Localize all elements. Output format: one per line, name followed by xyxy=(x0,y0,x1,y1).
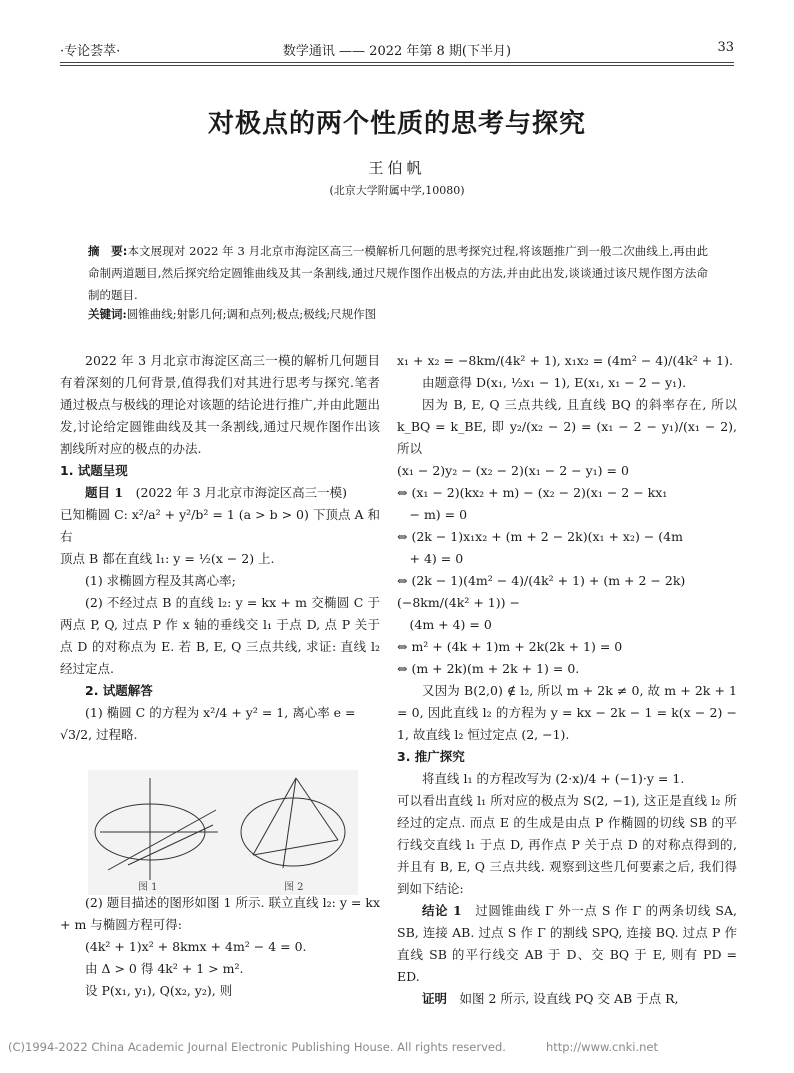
fig2-ellipse xyxy=(241,798,345,866)
article-title: 对极点的两个性质的思考与探究 xyxy=(207,109,586,139)
points-d-e: 由题意得 D(x₁, ½x₁ − 1), E(x₁, x₁ − 2 − y₁). xyxy=(422,375,687,390)
figure-1-drawing xyxy=(95,778,218,880)
equation-3: 设 P(x₁, y₁), Q(x₂, y₂), 则 xyxy=(85,983,233,998)
proof-label: 证明 xyxy=(422,991,448,1006)
fig2-chord-ab xyxy=(253,840,338,855)
derivation-3: − m) = 0 xyxy=(397,507,468,522)
generalization-paragraph: 可以看出直线 l₁ 所对应的极点为 S(2, −1), 这正是直线 l₂ 所经过的定点. 而点 E 的生成是由点 P 作椭圆的切线 SB 的平行线交直线 l₁ 于点 D, 再作点 P 关于点 D 的对称点得到的, 并且有 B, E, Q 三点共线. 观察到这些几何要素之后, 我们得到如下结论: xyxy=(397,793,737,896)
header-rule-2 xyxy=(60,65,734,66)
keywords-label: 关键词: xyxy=(88,307,127,321)
section-heading-3: 3. 推广探究 xyxy=(397,749,465,764)
answer-1: (1) 椭圆 C 的方程为 x²/4 + y² = 1, 离心率 e = xyxy=(85,705,356,720)
problem-line-1: 已知椭圆 C: x²/a² + y²/b² = 1 (a > b > 0) 下顶点 A 和右 xyxy=(60,507,380,544)
proof-text: 如图 2 所示, 设直线 PQ 交 AB 于点 R, xyxy=(459,991,679,1006)
figure-1-caption: 图 1 xyxy=(138,882,158,893)
header-journal: 数学通讯 —— 2022 年第 8 期(下半月) xyxy=(282,44,512,59)
fig1-line-2 xyxy=(128,825,213,865)
equation-2: 由 Δ > 0 得 4k² + 1 > m². xyxy=(85,961,244,976)
problem-source: (2022 年 3 月北京市海淀区高三一模) xyxy=(135,485,348,500)
collinear-condition: 因为 B, E, Q 三点共线, 且直线 BQ 的斜率存在, 所以 k_BQ = k_BE, 即 y₂/(x₂ − 2) = (x₁ − 2 − y₁)/(x₁ − 2), 所以 xyxy=(397,397,737,456)
derivation-6: ⇔ (2k − 1)(4m² − 4)/(4k² + 1) + (m + 2 − 2k)(−8km/(4k² + 1)) − xyxy=(397,573,686,610)
section-heading-1: 1. 试题呈现 xyxy=(60,463,128,478)
header-page-number: 33 xyxy=(717,40,734,55)
fixed-point-conclusion: 又因为 B(2,0) ∉ l₂, 所以 m + 2k ≠ 0, 故 m + 2k + 1 = 0, 因此直线 l₂ 的方程为 y = kx − 2k − 1 = k(x − 2) − 1, 故直线 l₂ 恒过定点 (2, −1). xyxy=(397,683,737,742)
question-2: (2) 不经过点 B 的直线 l₂: y = kx + m 交椭圆 C 于两点 P, Q, 过点 P 作 x 轴的垂线交 l₁ 于点 D, 点 P 关于点 D 的对称点为 E. 若 B, E, Q 三点共线, 求证: 直线 l₂ 经过定点. xyxy=(60,595,381,676)
problem-heading xyxy=(60,482,380,504)
abstract xyxy=(88,240,708,306)
derivation-7: (4m + 4) = 0 xyxy=(397,617,492,632)
abstract-text: 本文展现对 2022 年 3 月北京市海淀区高三一模解析几何题的思考探究过程,将该题推广到一般二次曲线上,再由此命制两道题目,然后探究给定圆锥曲线及其一条割线,通过尺规作图作出极点的方法,并由此出发,谈谈通过该尺规作图方法命制的题目. xyxy=(88,244,708,302)
vieta-formula: x₁ + x₂ = −8km/(4k² + 1), x₁x₂ = (4m² − 4)/(4k² + 1). xyxy=(397,353,733,368)
abstract-label: 摘 要: xyxy=(88,244,128,258)
figure-2-drawing xyxy=(241,778,345,868)
question-1: (1) 求椭圆方程及其离心率; xyxy=(85,573,236,588)
derivation-9: ⇔ (m + 2k)(m + 2k + 1) = 0. xyxy=(397,661,580,676)
equation-1: (4k² + 1)x² + 8kmx + 4m² − 4 = 0. xyxy=(85,939,307,954)
theorem-label: 结论 1 xyxy=(422,903,462,918)
answer-2: (2) 题目描述的图形如图 1 所示. 联立直线 l₂: y = kx + m 与椭圆方程可得: xyxy=(60,895,380,932)
figure-panel xyxy=(88,770,358,895)
theorem-text: 过圆锥曲线 Γ 外一点 S 作 Γ 的两条切线 SA, SB, 连接 AB. 过点 S 作 Γ 的割线 SPQ, 连接 BQ. 过点 P 作直线 SB 的平行线交 AB 于 D、交 BQ 于 E, 则有 PD = ED. xyxy=(397,903,737,984)
right-column xyxy=(397,350,737,1010)
derivation-4: ⇔ (2k − 1)x₁x₂ + (m + 2 − 2k)(x₁ + x₂) − (4m xyxy=(397,529,683,544)
intro-paragraph: 2022 年 3 月北京市海淀区高三一模的解析几何题目有着深刻的几何背景,值得我们对其进行思考与探究.笔者通过极点与极线的理论对该题的结论进行推广,并由此题出发,讨论给定圆锥曲线及其一条割线,通过尺规作图作出该割线所对应的极点的办法. xyxy=(60,353,380,456)
running-header xyxy=(60,40,734,60)
derivation-5: + 4) = 0 xyxy=(397,551,464,566)
left-column xyxy=(60,350,380,1002)
section-heading-2: 2. 试题解答 xyxy=(85,683,153,698)
derivation-1: (x₁ − 2)y₂ − (x₂ − 2)(x₁ − 2 − y₁) = 0 xyxy=(397,463,629,478)
proof-start xyxy=(397,988,737,1010)
affiliation: (北京大学附属中学,10080) xyxy=(329,184,465,197)
keywords-text: 圆锥曲线;射影几何;调和点列;极点;极线;尺规作图 xyxy=(126,307,377,321)
figures-svg xyxy=(88,770,358,895)
header-rule xyxy=(60,62,734,63)
cnki-url: http://www.cnki.net xyxy=(545,1040,658,1054)
derivation-2: ⇔ (x₁ − 2)(kx₂ + m) − (x₂ − 2)(x₁ − 2 − kx₁ xyxy=(397,485,668,500)
fig1-line xyxy=(108,810,216,870)
derivation-8: ⇔ m² + (4k + 1)m + 2k(2k + 1) = 0 xyxy=(397,639,623,654)
problem-line-2: 顶点 B 都在直线 l₁: y = ½(x − 2) 上. xyxy=(60,551,275,566)
fig2-secant xyxy=(283,778,296,868)
fig2-tangent-a xyxy=(253,778,296,855)
header-section: ·专论荟萃· xyxy=(60,44,121,59)
author: 王伯帆 xyxy=(368,159,426,177)
figure-2-caption: 图 2 xyxy=(284,882,304,893)
answer-1-cont: √3/2, 过程略. xyxy=(60,727,138,742)
rewrite-line: 将直线 l₁ 的方程改写为 (2·x)/4 + (−1)·y = 1. xyxy=(422,771,685,786)
problem-label: 题目 1 xyxy=(85,485,124,500)
keywords xyxy=(88,306,708,322)
copyright-text: (C)1994-2022 China Academic Journal Electronic Publishing House. All rights reserved. xyxy=(8,1040,506,1054)
theorem-1 xyxy=(397,900,737,988)
